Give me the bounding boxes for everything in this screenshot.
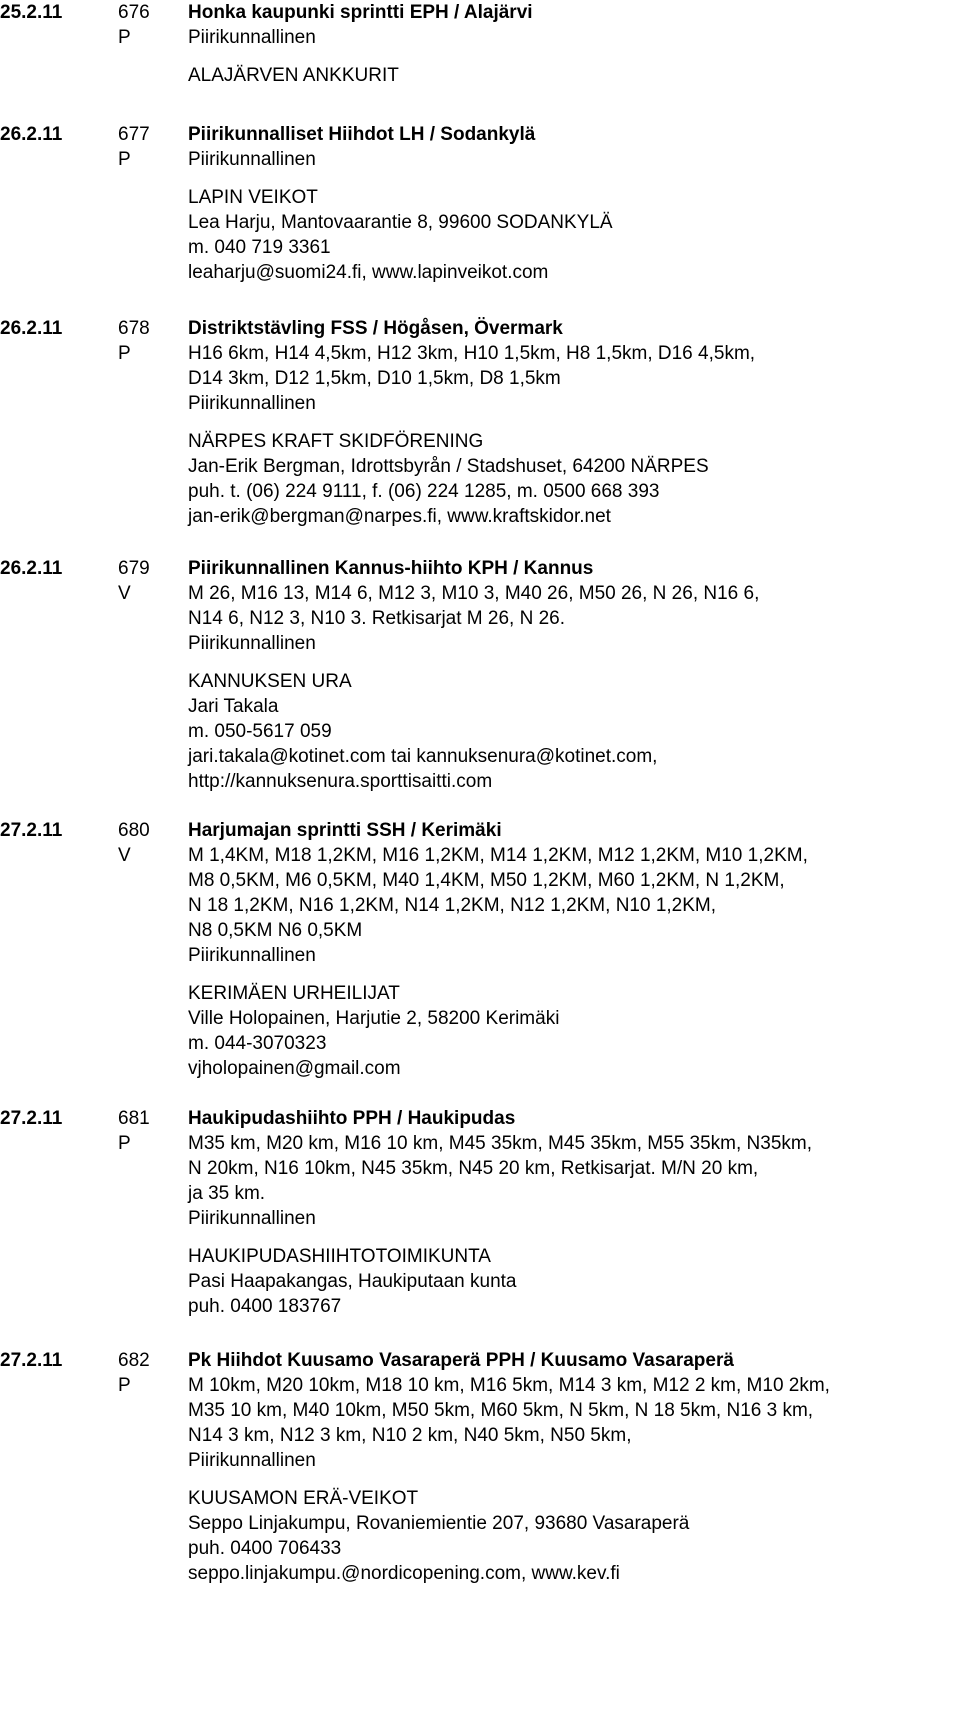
event-number: 678 <box>118 318 150 339</box>
event-date: 26.2.11 <box>0 558 63 579</box>
event-title: Haukipudashiihto PPH / Haukipudas <box>188 1108 516 1129</box>
event-classes-line: M35 10 km, M40 10km, M50 5km, M60 5km, N 5km, N 18 5km, N16 3 km, <box>188 1400 814 1421</box>
event-contact-line: KUUSAMON ERÄ-VEIKOT <box>188 1488 419 1509</box>
event-classes-line: D14 3km, D12 1,5km, D10 1,5km, D8 1,5km <box>188 368 561 389</box>
event-date: 27.2.11 <box>0 1108 63 1129</box>
event-style-code: P <box>118 149 131 170</box>
event-details <box>188 1348 958 1586</box>
event-classes-line: H16 6km, H14 4,5km, H12 3km, H10 1,5km, H8 1,5km, D16 4,5km, <box>188 343 756 364</box>
event-classes-line: N8 0,5KM N6 0,5KM <box>188 920 363 941</box>
event-classes-line: N 20km, N16 10km, N45 35km, N45 20 km, Retkisarjat. M/N 20 km, <box>188 1158 759 1179</box>
event-title: Pk Hiihdot Kuusamo Vasaraperä PPH / Kuusamo Vasaraperä <box>188 1350 734 1371</box>
spacer <box>188 50 958 63</box>
event-classes-line: N14 6, N12 3, N10 3. Retkisarjat M 26, N 26. <box>188 608 566 629</box>
event-classes-line: M 1,4KM, M18 1,2KM, M16 1,2KM, M14 1,2KM, M12 1,2KM, M10 1,2KM, <box>188 845 808 866</box>
event-contact-line: m. 040 719 3361 <box>188 237 331 258</box>
event-district-level: Piirikunnallinen <box>188 149 316 170</box>
event-title: Piirikunnallinen Kannus-hiihto KPH / Kannus <box>188 558 594 579</box>
event-contact-line: NÄRPES KRAFT SKIDFÖRENING <box>188 431 484 452</box>
event-contact-line: puh. 0400 183767 <box>188 1296 342 1317</box>
event-classes-line: N 18 1,2KM, N16 1,2KM, N14 1,2KM, N12 1,2KM, N10 1,2KM, <box>188 895 717 916</box>
event-contact-line: jan-erik@bergman@narpes.fi, www.kraftskidor.net <box>188 506 611 527</box>
event-title: Honka kaupunki sprintti EPH / Alajärvi <box>188 2 533 23</box>
event-number: 681 <box>118 1108 150 1129</box>
spacer <box>188 1231 958 1244</box>
event-title: Distriktstävling FSS / Högåsen, Övermark <box>188 318 563 339</box>
event-classes-line: N14 3 km, N12 3 km, N10 2 km, N40 5km, N50 5km, <box>188 1425 632 1446</box>
event-style-code: P <box>118 27 131 48</box>
event-number: 680 <box>118 820 150 841</box>
event-number: 682 <box>118 1350 150 1371</box>
event-style-code: V <box>118 845 131 866</box>
event-title: Piirikunnalliset Hiihdot LH / Sodankylä <box>188 124 536 145</box>
event-contact-line: m. 044-3070323 <box>188 1033 327 1054</box>
event-contact-line: puh. t. (06) 224 9111, f. (06) 224 1285, m. 0500 668 393 <box>188 481 660 502</box>
event-contact-line: leaharju@suomi24.fi, www.lapinveikot.com <box>188 262 549 283</box>
event-contact-line: HAUKIPUDASHIIHTOTOIMIKUNTA <box>188 1246 491 1267</box>
event-district-level: Piirikunnallinen <box>188 1450 316 1471</box>
event-date: 27.2.11 <box>0 820 63 841</box>
event-classes-line: M 26, M16 13, M14 6, M12 3, M10 3, M40 26, M50 26, N 26, N16 6, <box>188 583 760 604</box>
spacer <box>188 416 958 429</box>
spacer <box>188 172 958 185</box>
event-contact-line: puh. 0400 706433 <box>188 1538 342 1559</box>
event-contact-line: seppo.linjakumpu.@nordicopening.com, www.kev.fi <box>188 1563 620 1584</box>
event-details <box>188 316 958 529</box>
event-classes-line: M35 km, M20 km, M16 10 km, M45 35km, M45 35km, M55 35km, N35km, <box>188 1133 813 1154</box>
event-contact-line: Jan-Erik Bergman, Idrottsbyrån / Stadshuset, 64200 NÄRPES <box>188 456 709 477</box>
event-number: 679 <box>118 558 150 579</box>
event-contact-line: jari.takala@kotinet.com tai kannuksenura@kotinet.com, <box>188 746 658 767</box>
event-contact-line: LAPIN VEIKOT <box>188 187 318 208</box>
event-contact-line: Seppo Linjakumpu, Rovaniemientie 207, 93680 Vasaraperä <box>188 1513 690 1534</box>
event-classes-line: M8 0,5KM, M6 0,5KM, M40 1,4KM, M50 1,2KM, M60 1,2KM, N 1,2KM, <box>188 870 785 891</box>
event-contact-line: Ville Holopainen, Harjutie 2, 58200 Kerimäki <box>188 1008 560 1029</box>
event-date: 25.2.11 <box>0 2 63 23</box>
event-date: 26.2.11 <box>0 318 63 339</box>
event-classes-line: M 10km, M20 10km, M18 10 km, M16 5km, M14 3 km, M12 2 km, M10 2km, <box>188 1375 830 1396</box>
event-contact-line: http://kannuksenura.sporttisaitti.com <box>188 771 493 792</box>
event-details <box>188 122 958 285</box>
event-details <box>188 818 958 1081</box>
event-title: Harjumajan sprintti SSH / Kerimäki <box>188 820 502 841</box>
event-contact-line: Lea Harju, Mantovaarantie 8, 99600 SODANKYLÄ <box>188 212 613 233</box>
spacer <box>188 968 958 981</box>
event-date: 27.2.11 <box>0 1350 63 1371</box>
event-contact-line: m. 050-5617 059 <box>188 721 332 742</box>
event-district-level: Piirikunnallinen <box>188 393 316 414</box>
event-number: 677 <box>118 124 150 145</box>
event-contact-line: vjholopainen@gmail.com <box>188 1058 401 1079</box>
event-contact-line: ALAJÄRVEN ANKKURIT <box>188 65 399 86</box>
event-contact-line: Pasi Haapakangas, Haukiputaan kunta <box>188 1271 517 1292</box>
event-style-code: P <box>118 343 131 364</box>
event-style-code: P <box>118 1133 131 1154</box>
event-contact-line: Jari Takala <box>188 696 279 717</box>
event-details <box>188 0 958 88</box>
event-style-code: P <box>118 1375 131 1396</box>
event-number: 676 <box>118 2 150 23</box>
event-date: 26.2.11 <box>0 124 63 145</box>
event-classes-line: ja 35 km. <box>188 1183 266 1204</box>
event-details <box>188 556 958 794</box>
spacer <box>188 656 958 669</box>
event-district-level: Piirikunnallinen <box>188 633 316 654</box>
event-district-level: Piirikunnallinen <box>188 945 316 966</box>
event-details <box>188 1106 958 1319</box>
event-contact-line: KERIMÄEN URHEILIJAT <box>188 983 400 1004</box>
event-style-code: V <box>118 583 131 604</box>
event-district-level: Piirikunnallinen <box>188 1208 316 1229</box>
spacer <box>188 1473 958 1486</box>
event-district-level: Piirikunnallinen <box>188 27 316 48</box>
event-contact-line: KANNUKSEN URA <box>188 671 352 692</box>
